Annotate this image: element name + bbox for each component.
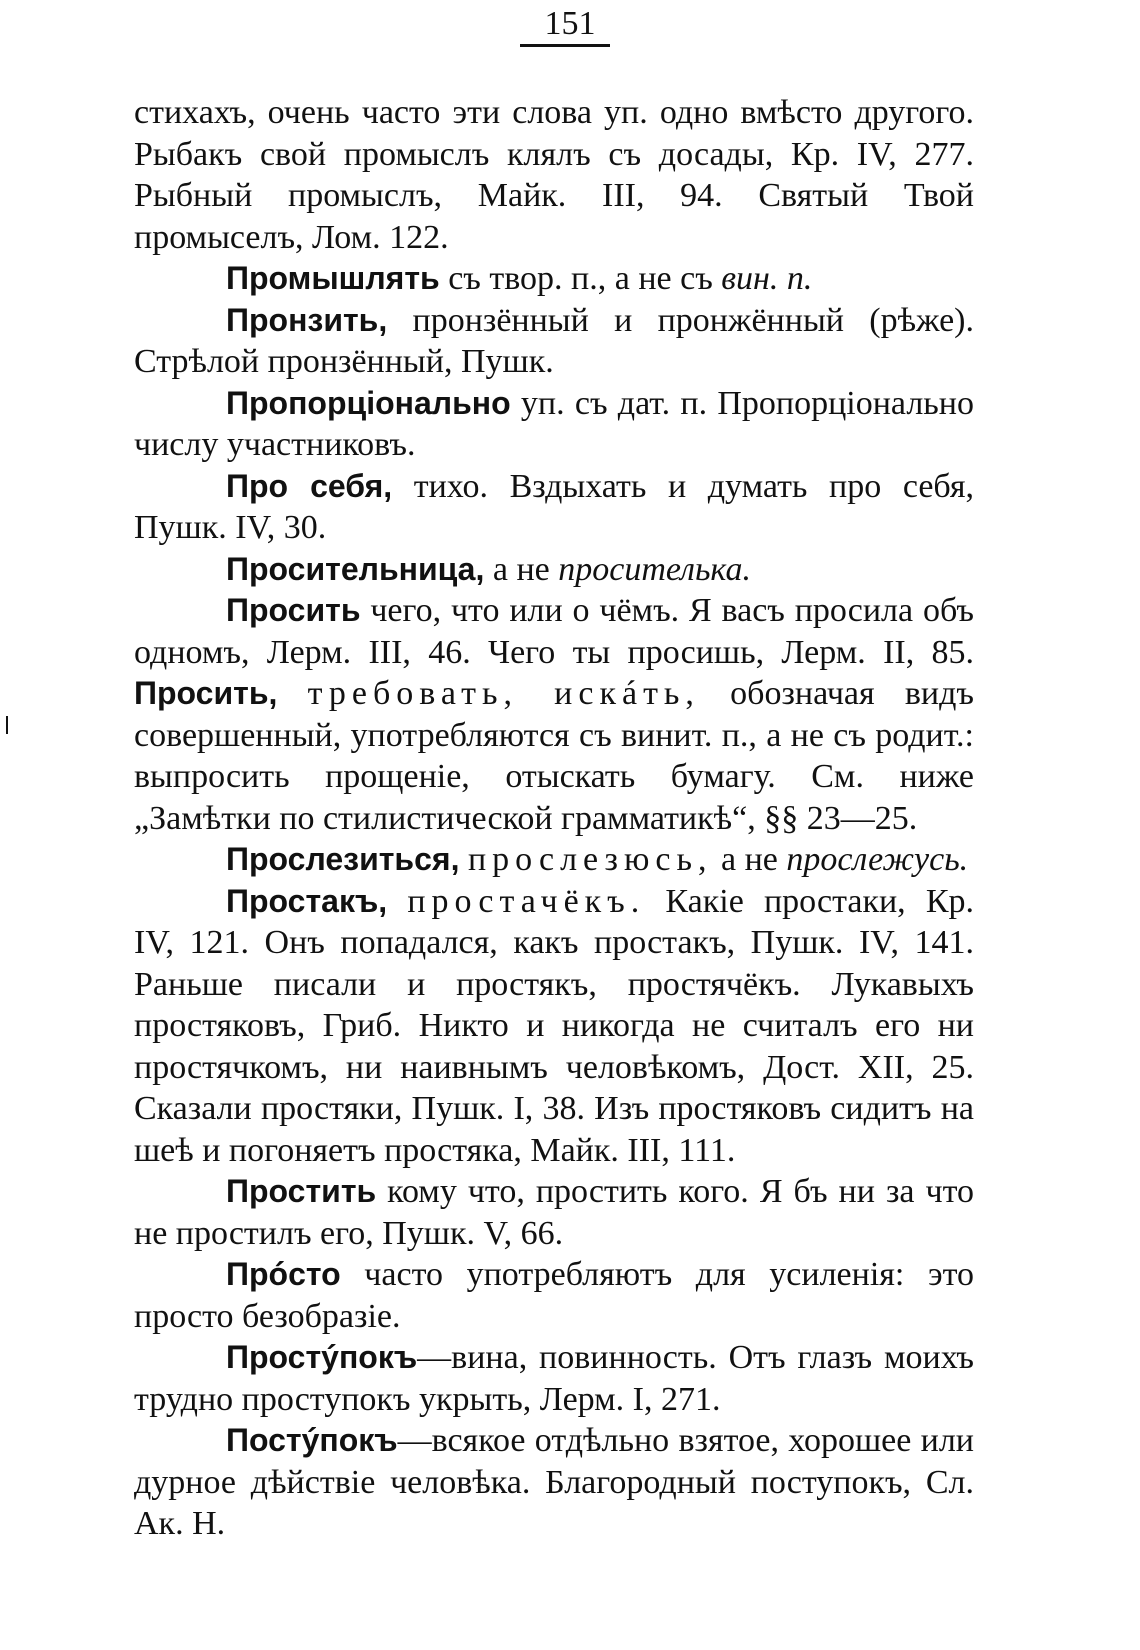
headword: Просить, xyxy=(134,675,278,711)
spaced-term: простачёкъ. xyxy=(407,882,646,920)
entry-text: уп. съ дат. п. Пропорціонально числу участниковъ. xyxy=(134,384,974,463)
spaced-term: требовать, искáть, xyxy=(307,675,700,712)
page-number-rule xyxy=(520,44,610,47)
dictionary-entry xyxy=(134,300,974,383)
entry-text: Какіе простаки, Кр. IV, 121. Онъ попадался, какъ простакъ, Пушк. IV, 141. Раньше писали и простякъ, простячёкъ. Лукавыхъ простяковъ, Гриб. Никто и никогда не считалъ его ни простячкомъ, ни наивнымъ человѣкомъ, Дост. XII, 25. Сказали простяки, Пушк. I, 38. Изъ простяковъ сидитъ на шеѣ и погоняетъ простяка, Майк. III, 111. xyxy=(134,882,974,1169)
headword: Прослезиться, xyxy=(226,841,460,877)
entry-text: часто употребляютъ для усиленія: это просто безобразіе. xyxy=(134,1256,974,1335)
dictionary-entry xyxy=(134,549,974,591)
dictionary-entry xyxy=(134,1337,974,1420)
italic-term: прослежусь. xyxy=(786,841,969,878)
headword: Постýпокъ xyxy=(226,1422,398,1458)
entry-text: обозначая видъ совершенный, употребляются съ винит. п., а не съ родит.: выпросить прощеніе, отыскать бумагу. См. ниже „Замѣтки по стилистической грамматикѣ“, §§ 23—25. xyxy=(134,675,974,837)
entry-text: а не xyxy=(484,550,559,588)
dictionary-entry xyxy=(134,383,974,466)
headword: Просительница, xyxy=(226,550,485,587)
headword: Промышлять xyxy=(226,260,440,296)
headword: Простить xyxy=(226,1173,377,1209)
entry-text: кому что, простить кого. Я бъ ни за что не простилъ его, Пушк. V, 66. xyxy=(134,1173,974,1252)
entry-text: —вина, повинность. Отъ глазъ моихъ трудно проступокъ укрыть, Лерм. I, 271. xyxy=(134,1339,974,1418)
headword: Пропорціонально xyxy=(226,384,511,421)
entry-text xyxy=(277,675,307,712)
headword: Пронзить, xyxy=(226,301,388,338)
continuation-paragraph xyxy=(134,92,974,258)
entry-text: чего, что или о чёмъ. Я васъ просила объ одномъ, Лерм. III, 46. Чего ты просишь, Лерм. II, 85. xyxy=(134,592,974,671)
dictionary-entry xyxy=(134,1171,974,1254)
italic-term: просителька. xyxy=(558,550,751,588)
entry-text: стихахъ, очень часто эти слова уп. одно вмѣсто другого. Рыбакъ свой промыслъ клялъ съ досады, Кр. IV, 277. Рыбный промыслъ, Майк. III, 94. Святый Твой промыселъ, Лом. 122. xyxy=(134,94,974,256)
dictionary-entry xyxy=(134,258,974,300)
italic-term: вин. п. xyxy=(721,260,813,297)
dictionary-entry xyxy=(134,466,974,549)
entry-text: —всякое отдѣльно взятое, хорошее или дурное дѣйствіе человѣка. Благородный поступокъ, Сл. Ак. Н. xyxy=(134,1422,974,1542)
dictionary-text xyxy=(134,92,974,1545)
entry-text: пронзённый и пронжённый (рѣже). Стрѣлой пронзённый, Пушк. xyxy=(134,301,974,380)
entry-text: а не xyxy=(712,841,787,878)
margin-mark xyxy=(6,716,8,734)
entry-text: съ твор. п., а не съ xyxy=(439,260,722,297)
headword: Про себя, xyxy=(226,467,393,504)
entry-text: тихо. Вздыхать и думать про себя, Пушк. IV, 30. xyxy=(134,467,975,546)
dictionary-entry xyxy=(134,1420,974,1545)
page-number: 151 xyxy=(544,5,596,42)
headword: Простýпокъ xyxy=(226,1339,418,1375)
headword: Прóсто xyxy=(226,1256,341,1292)
headword: Простакъ, xyxy=(226,882,388,919)
entry-text xyxy=(459,841,468,878)
entry-text xyxy=(387,883,407,920)
headword: Просить xyxy=(226,592,361,628)
dictionary-entry xyxy=(134,590,974,839)
dictionary-entry xyxy=(134,839,974,881)
dictionary-entry xyxy=(134,1254,974,1337)
dictionary-entry xyxy=(134,881,974,1172)
spaced-term: прослезюсь, xyxy=(467,841,713,878)
